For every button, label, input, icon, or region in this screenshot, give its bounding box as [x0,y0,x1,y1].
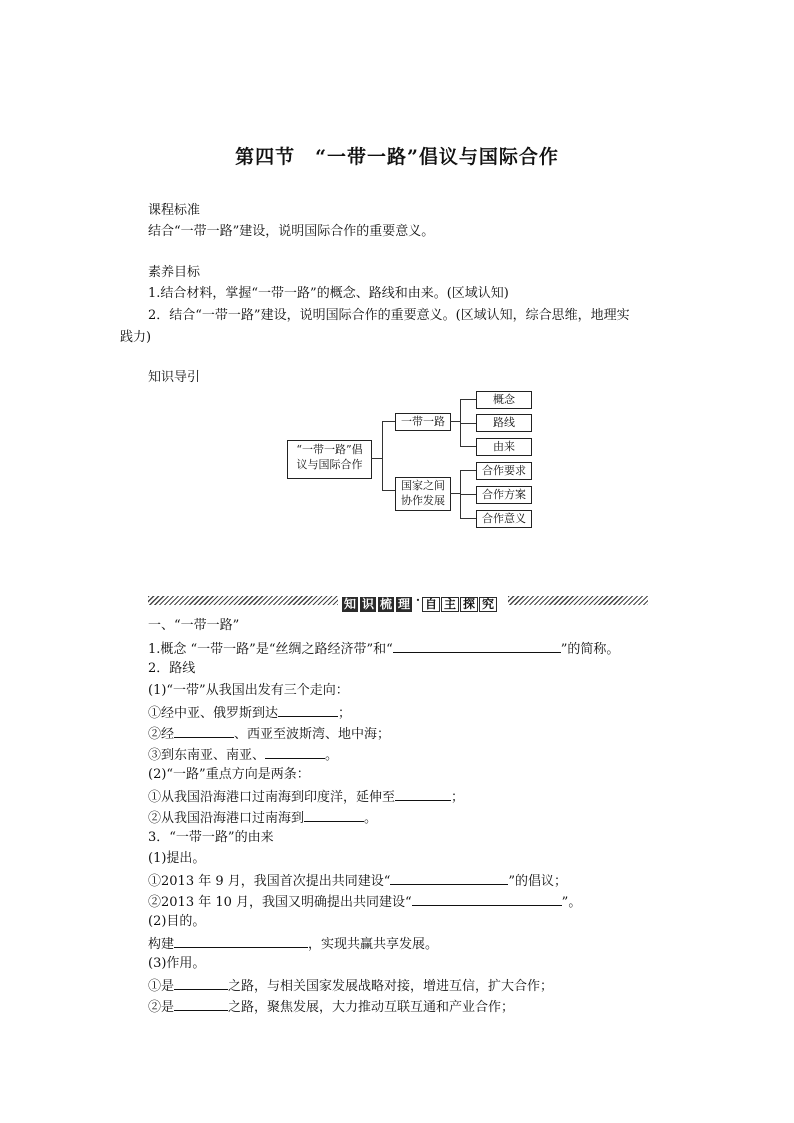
text: ”的倡议； [508,874,568,889]
text: 之路，聚焦发展，大力推动互联互通和产业合作； [228,1000,515,1015]
standard-text: 结合“一带一路”建设，说明国际合作的重要意义。 [148,224,435,239]
banner-char: 自 [422,597,440,612]
page-title: 第四节 “一带一路”倡议与国际合作 [235,146,559,168]
text: ②从我国沿海港口过南海到 [148,811,305,826]
goals-heading: 素养目标 [148,265,201,280]
banner-hatch-left [148,596,338,605]
fill-blank[interactable] [393,640,561,653]
text: 之路，与相关国家发展战略对接，增进互信，扩大合作； [228,979,554,994]
fill-blank[interactable] [174,935,308,948]
route-heading: 2．路线 [148,661,196,676]
propose-item-2 [148,893,581,911]
connector [382,490,395,491]
connector [460,494,476,495]
purpose-line [148,935,438,953]
fill-blank[interactable] [174,998,228,1011]
fill-blank[interactable] [412,893,562,906]
map-leaf-plan: 合作方案 [476,486,532,504]
text: ②经 [148,727,175,742]
propose-item-1 [148,872,567,890]
map-branch-2-line-1: 国家之间 [401,479,445,492]
fill-blank[interactable] [265,746,325,759]
connector [371,458,382,459]
text: ； [451,790,465,805]
text: ①是 [148,979,175,994]
effect-item-1 [148,977,553,995]
text: ①2013 年 9 月，我国首次提出共同建设“ [148,874,391,889]
propose-heading: (1)提出。 [148,851,206,866]
text: ”的简称。 [560,642,620,657]
text: ②2013 年 10 月，我国又明确提出共同建设“ [148,895,412,910]
connector [460,518,476,519]
map-root-line-1: “一带一路”倡 [296,443,363,456]
goal-item-1: 1.结合材料，掌握“一带一路”的概念、路线和由来。(区域认知) [148,286,509,301]
goal-item-2: 2．结合“一带一路”建设，说明国际合作的重要意义。(区域认知，综合思维，地理实 [148,308,630,323]
text: ”。 [561,895,582,910]
text: 。 [364,811,378,826]
purpose-heading: (2)目的。 [148,914,206,929]
fill-blank[interactable] [174,977,228,990]
map-leaf-origin: 由来 [476,438,532,456]
banner-char: 理 [397,597,410,611]
fill-blank[interactable] [278,704,338,717]
connector [460,446,476,447]
connector [382,421,383,491]
text: ②是 [148,1000,175,1015]
fill-blank[interactable] [174,725,234,738]
text: ①从我国沿海港口过南海到印度洋，延伸至 [148,790,396,805]
map-leaf-requirement: 合作要求 [476,462,532,480]
text: 、西亚至波斯湾、地中海； [234,727,391,742]
standard-heading: 课程标准 [148,203,201,218]
map-root [287,440,372,479]
text: ①经中亚、俄罗斯到达 [148,706,279,721]
banner-char: 探 [460,597,478,612]
fill-blank[interactable] [395,788,451,801]
connector [450,421,460,422]
guide-heading: 知识导引 [148,370,201,385]
road-item-2 [148,809,377,827]
connector [460,423,476,424]
road-heading: (2)“一路”重点方向是两条： [148,767,310,782]
banner-char: 究 [479,597,497,612]
map-leaf-significance: 合作意义 [476,510,532,528]
belt-item-3 [148,746,338,764]
banner-separator: · [415,593,421,607]
map-leaf-route: 路线 [476,414,532,432]
road-item-1 [148,788,464,806]
belt-item-1 [148,704,351,722]
connector [382,421,395,422]
banner-char: 知 [343,597,356,611]
connector [460,399,476,400]
map-root-line-2: 议与国际合作 [296,458,363,471]
map-leaf-concept: 概念 [476,391,532,409]
fill-blank[interactable] [304,809,364,822]
origin-heading: 3．“一带一路”的由来 [148,830,274,845]
text: ； [338,706,352,721]
section-heading: 一、“一带一路” [148,618,240,633]
belt-item-2 [148,725,390,743]
map-branch-2-line-2: 协作发展 [401,494,445,507]
section-banner [342,593,498,611]
goal-item-2-cont: 践力) [120,330,152,345]
text: ，实现共赢共享发展。 [308,937,439,952]
fill-blank[interactable] [390,872,508,885]
effect-heading: (3)作用。 [148,956,206,971]
connector [460,470,476,471]
text: 。 [325,748,339,763]
map-branch-cooperation [395,477,451,511]
effect-item-2 [148,998,514,1016]
connector [450,493,460,494]
text: ③到东南亚、南亚、 [148,748,266,763]
text: 1.概念 “一带一路”是“丝绸之路经济带”和“ [148,642,393,657]
banner-char: 主 [441,597,459,612]
banner-hatch-right [508,596,648,605]
concept-line [148,640,619,658]
banner-char: 识 [361,597,374,611]
text: 构建 [148,937,175,952]
banner-char: 梳 [379,597,392,611]
map-branch-belt-road: 一带一路 [395,413,451,431]
belt-heading: (1)“一带”从我国出发有三个走向： [148,683,349,698]
